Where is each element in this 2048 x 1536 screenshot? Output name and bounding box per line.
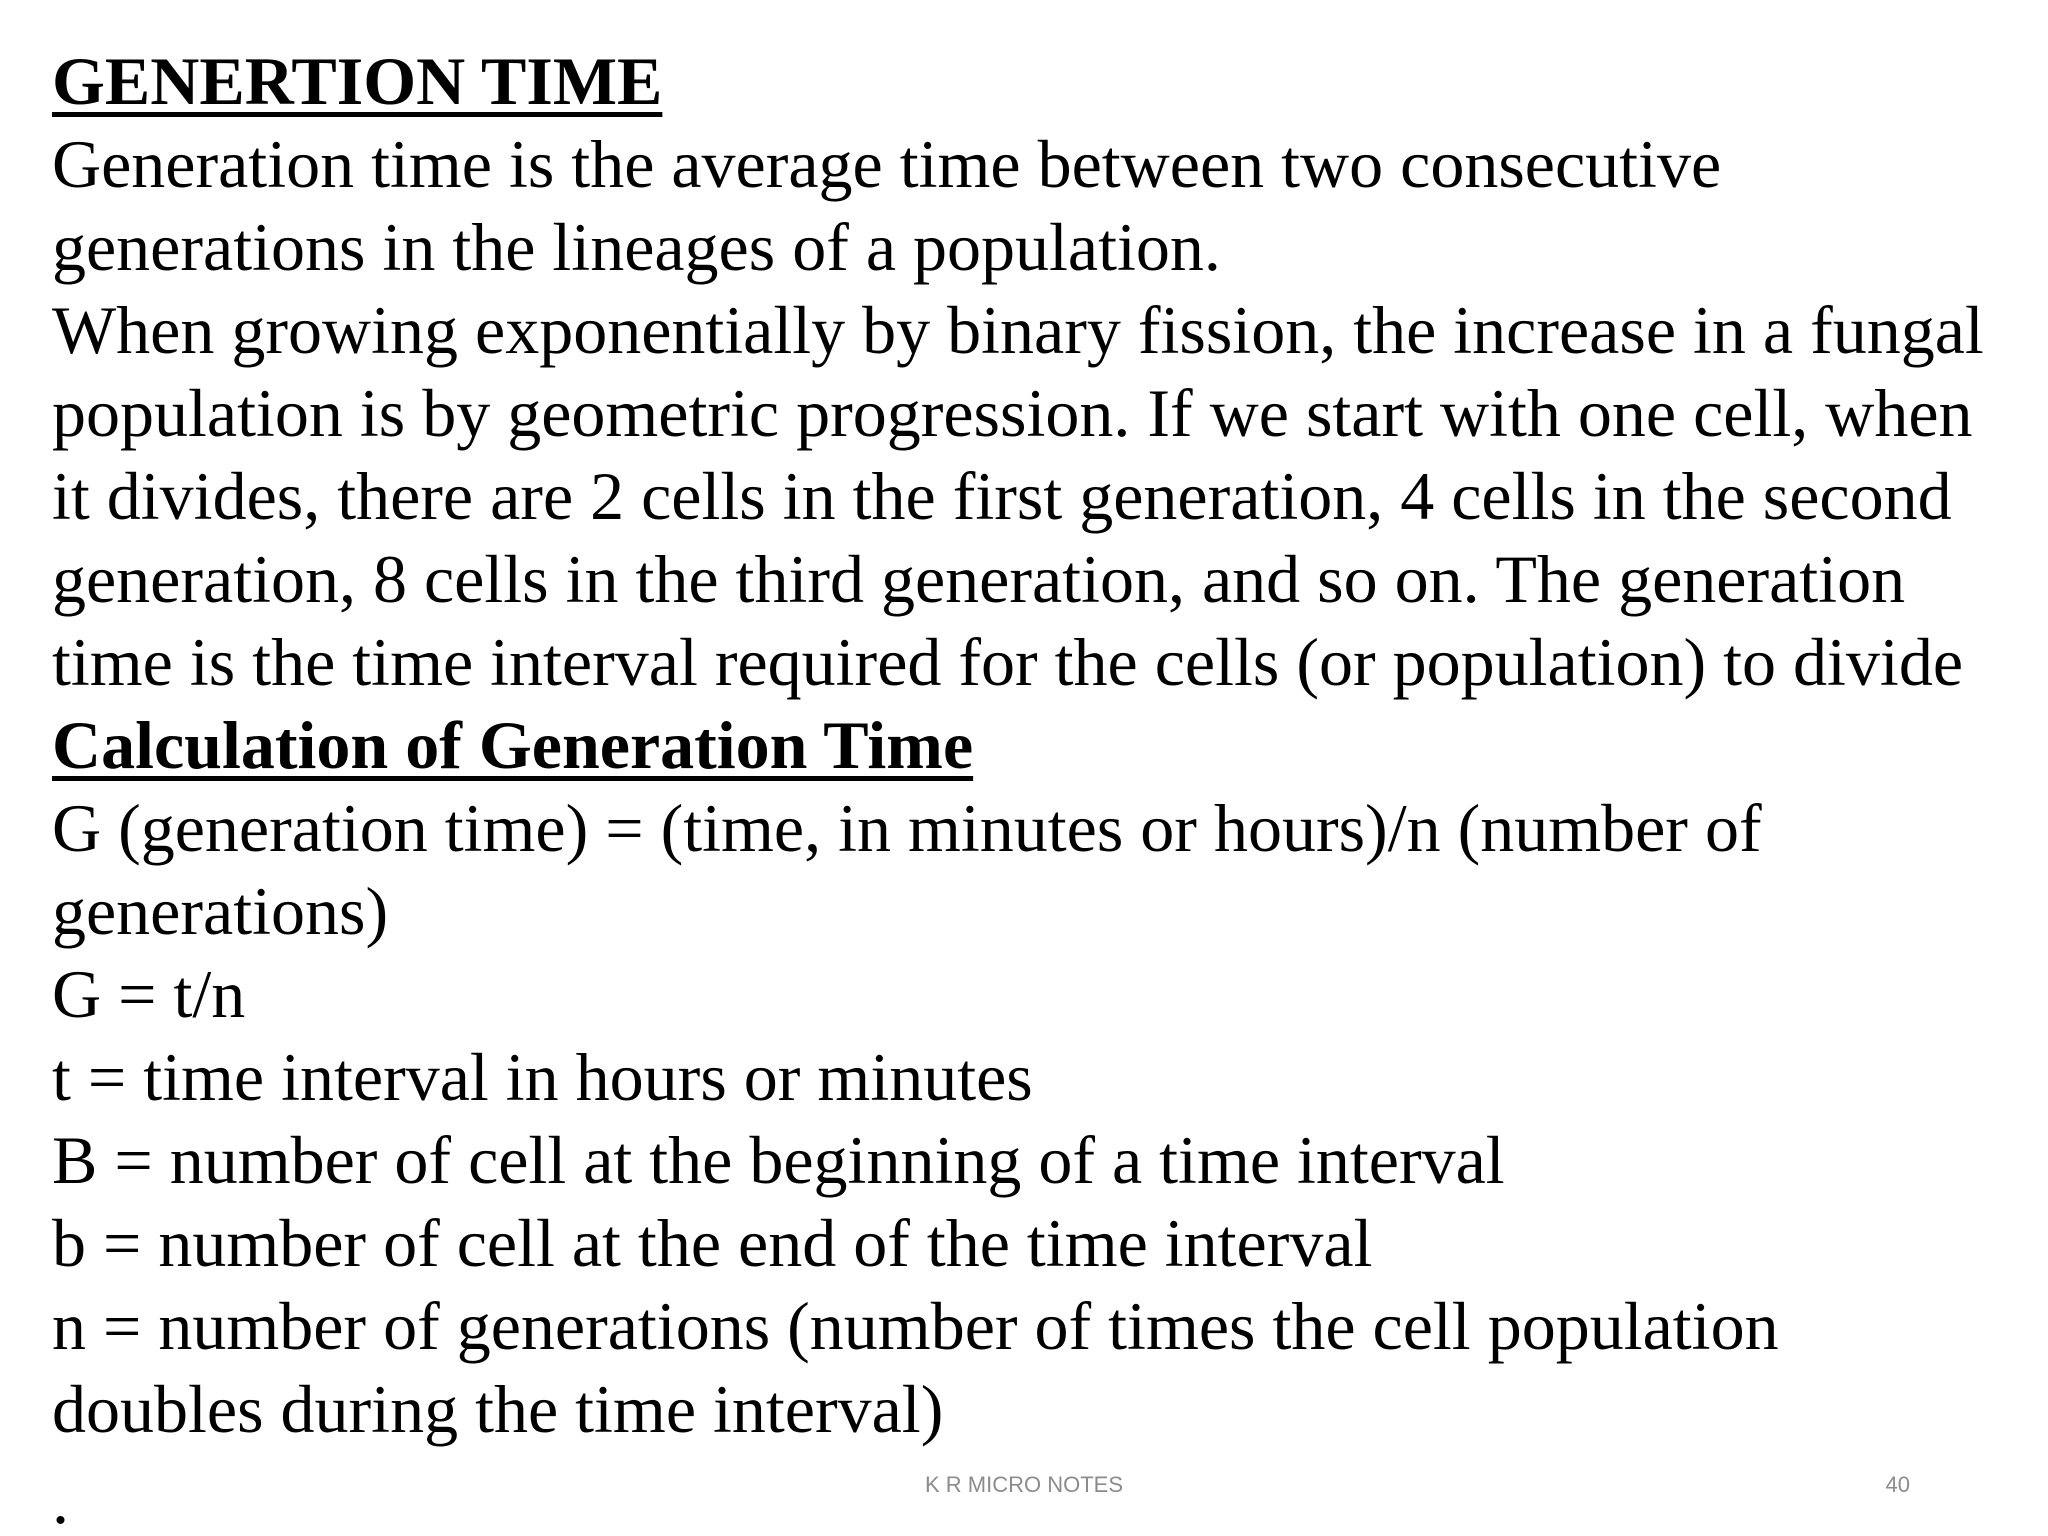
page-title: GENERTION TIME bbox=[52, 43, 663, 119]
formula-line: t = time interval in hours or minutes bbox=[52, 1039, 1033, 1115]
intro-line: When growing exponentially by binary fission, the increase in a fungal bbox=[52, 292, 1984, 368]
intro-line: time is the time interval required for the cells (or population) to divide bbox=[52, 624, 1964, 700]
slide-body bbox=[52, 40, 2032, 1451]
formula-line: generations) bbox=[52, 873, 389, 949]
intro-line: generation, 8 cells in the third generation, and so on. The generation bbox=[52, 541, 1906, 617]
intro-line: generations in the lineages of a population. bbox=[52, 209, 1221, 285]
intro-line: population is by geometric progression. If we start with one cell, when bbox=[52, 375, 1973, 451]
formula-line: B = number of cell at the beginning of a time interval bbox=[52, 1122, 1505, 1198]
formula-line: b = number of cell at the end of the time interval bbox=[52, 1205, 1373, 1281]
formula-line: n = number of generations (number of times the cell population bbox=[52, 1288, 1779, 1364]
footer-label: K R MICRO NOTES bbox=[924, 1472, 1123, 1497]
trailing-dot: . bbox=[52, 1462, 69, 1536]
page-number: 40 bbox=[1885, 1472, 1910, 1497]
intro-line: Generation time is the average time between two consecutive bbox=[52, 126, 1722, 202]
formula-line: doubles during the time interval) bbox=[52, 1371, 944, 1447]
intro-line: it divides, there are 2 cells in the first generation, 4 cells in the second bbox=[52, 458, 1952, 534]
formula-line: G (generation time) = (time, in minutes or hours)/n (number of bbox=[52, 790, 1762, 866]
section-subheading: Calculation of Generation Time bbox=[52, 707, 974, 783]
formula-line: G = t/n bbox=[52, 956, 246, 1032]
